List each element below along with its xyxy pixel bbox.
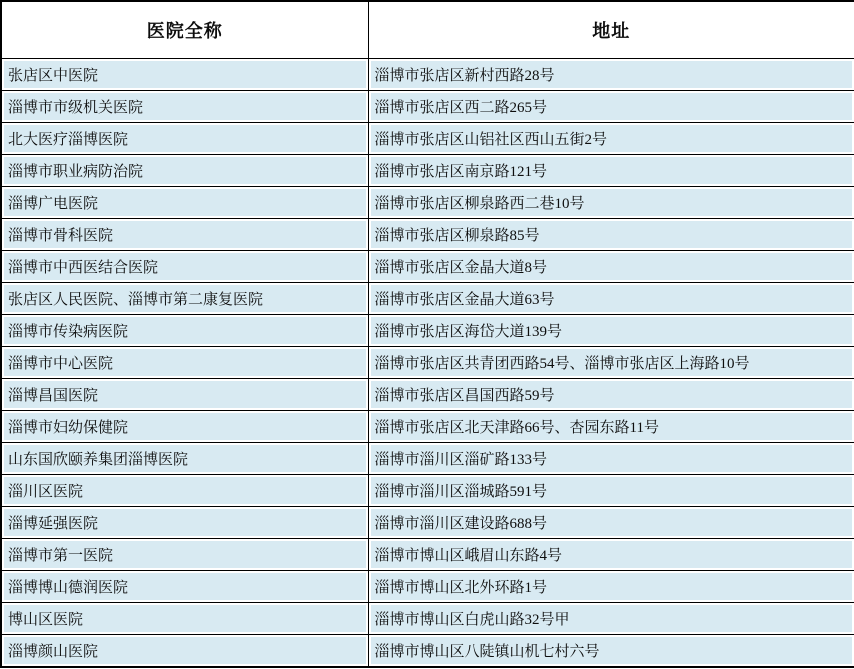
address-cell: 淄博市博山区白虎山路32号甲 bbox=[368, 603, 854, 635]
address-cell: 淄博市博山区峨眉山东路4号 bbox=[368, 539, 854, 571]
hospital-name-cell: 淄博延强医院 bbox=[1, 507, 368, 539]
hospital-name-cell: 张店区人民医院、淄博市第二康复医院 bbox=[1, 283, 368, 315]
table-header bbox=[1, 1, 854, 59]
table-row bbox=[1, 283, 854, 315]
address-cell: 淄博市张店区金晶大道63号 bbox=[368, 283, 854, 315]
column-header-hospital-name: 医院全称 bbox=[1, 1, 368, 59]
table-row bbox=[1, 251, 854, 283]
table-row bbox=[1, 155, 854, 187]
hospital-name-cell: 淄博市骨科医院 bbox=[1, 219, 368, 251]
hospital-name-cell: 淄博广电医院 bbox=[1, 187, 368, 219]
table-row bbox=[1, 475, 854, 507]
table-body bbox=[1, 59, 854, 668]
address-cell: 淄博市张店区山铝社区西山五街2号 bbox=[368, 123, 854, 155]
address-cell: 淄博市张店区西二路265号 bbox=[368, 91, 854, 123]
address-cell: 淄博市张店区北天津路66号、杏园东路11号 bbox=[368, 411, 854, 443]
hospital-name-cell: 北大医疗淄博医院 bbox=[1, 123, 368, 155]
address-cell: 淄博市博山区北外环路1号 bbox=[368, 571, 854, 603]
table-row bbox=[1, 539, 854, 571]
column-header-address: 地址 bbox=[368, 1, 854, 59]
address-cell: 淄博市张店区海岱大道139号 bbox=[368, 315, 854, 347]
address-cell: 淄博市张店区新村西路28号 bbox=[368, 59, 854, 91]
hospital-name-cell: 淄博市中西医结合医院 bbox=[1, 251, 368, 283]
table-row bbox=[1, 571, 854, 603]
table-row bbox=[1, 347, 854, 379]
address-cell: 淄博市张店区南京路121号 bbox=[368, 155, 854, 187]
table-row bbox=[1, 219, 854, 251]
hospital-name-cell: 淄博昌国医院 bbox=[1, 379, 368, 411]
table-row bbox=[1, 507, 854, 539]
hospital-name-cell: 淄博市市级机关医院 bbox=[1, 91, 368, 123]
table-row bbox=[1, 59, 854, 91]
hospital-name-cell: 博山区医院 bbox=[1, 603, 368, 635]
hospital-name-cell: 山东国欣颐养集团淄博医院 bbox=[1, 443, 368, 475]
header-row bbox=[1, 1, 854, 59]
table-row bbox=[1, 91, 854, 123]
address-cell: 淄博市淄川区建设路688号 bbox=[368, 507, 854, 539]
address-cell: 淄博市张店区共青团西路54号、淄博市张店区上海路10号 bbox=[368, 347, 854, 379]
table-row bbox=[1, 411, 854, 443]
hospital-name-cell: 淄博市传染病医院 bbox=[1, 315, 368, 347]
address-cell: 淄博市淄川区淄矿路133号 bbox=[368, 443, 854, 475]
table-row bbox=[1, 443, 854, 475]
address-cell: 淄博市张店区昌国西路59号 bbox=[368, 379, 854, 411]
address-cell: 淄博市博山区八陡镇山机七村六号 bbox=[368, 635, 854, 668]
hospital-name-cell: 淄博市妇幼保健院 bbox=[1, 411, 368, 443]
table-row bbox=[1, 315, 854, 347]
hospital-name-cell: 淄博市中心医院 bbox=[1, 347, 368, 379]
table-row bbox=[1, 123, 854, 155]
hospital-name-cell: 淄川区医院 bbox=[1, 475, 368, 507]
address-cell: 淄博市淄川区淄城路591号 bbox=[368, 475, 854, 507]
table-row bbox=[1, 603, 854, 635]
table-row bbox=[1, 187, 854, 219]
address-cell: 淄博市张店区柳泉路85号 bbox=[368, 219, 854, 251]
hospital-name-cell: 张店区中医院 bbox=[1, 59, 368, 91]
address-cell: 淄博市张店区金晶大道8号 bbox=[368, 251, 854, 283]
table-row bbox=[1, 635, 854, 668]
table-row bbox=[1, 379, 854, 411]
hospital-name-cell: 淄博博山德润医院 bbox=[1, 571, 368, 603]
hospital-name-cell: 淄博市职业病防治院 bbox=[1, 155, 368, 187]
hospital-name-cell: 淄博颜山医院 bbox=[1, 635, 368, 668]
address-cell: 淄博市张店区柳泉路西二巷10号 bbox=[368, 187, 854, 219]
hospital-name-cell: 淄博市第一医院 bbox=[1, 539, 368, 571]
